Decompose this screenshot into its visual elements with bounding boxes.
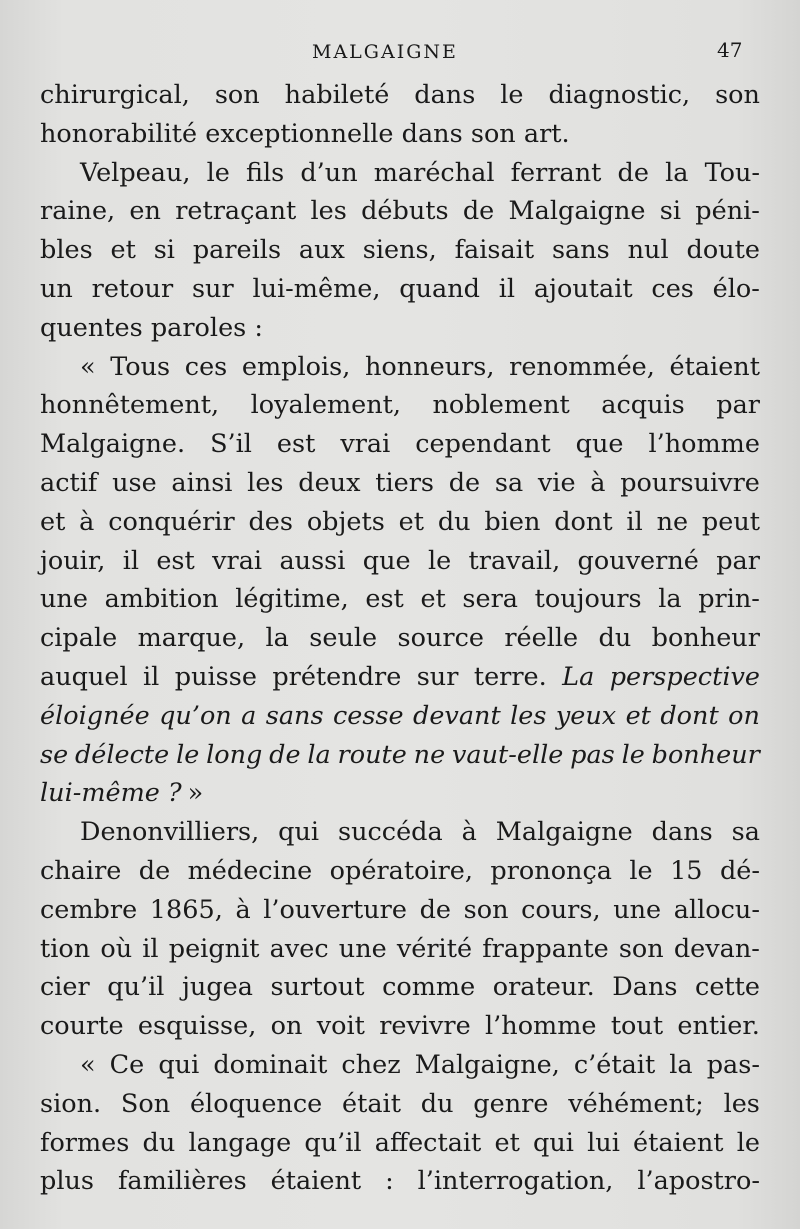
word: Tous [110, 351, 171, 382]
word: S’il [210, 429, 252, 460]
closing-quote: » [187, 778, 204, 809]
word: le [621, 739, 645, 770]
word: noblement [432, 390, 570, 421]
word: la [307, 739, 331, 770]
word: sans [551, 235, 610, 266]
word: et [494, 1127, 520, 1158]
word: cembre [40, 894, 138, 925]
word: du [437, 506, 471, 537]
word: que [362, 545, 411, 576]
word: marque, [137, 623, 246, 654]
word: paroles [150, 312, 247, 343]
body-text [40, 76, 760, 1201]
word: délecte [74, 739, 170, 770]
word: le [176, 739, 200, 770]
word: son [470, 118, 516, 149]
word: maréchal [373, 157, 495, 188]
word: bonheur [651, 739, 760, 770]
word: à [590, 467, 606, 498]
word: élo- [712, 273, 760, 304]
word: yeux [555, 700, 617, 731]
word: a [241, 700, 257, 731]
word: bien [484, 506, 541, 537]
italic-line [40, 697, 760, 736]
word: Dans [612, 972, 678, 1003]
word: Malgaigne [495, 817, 633, 848]
word: à [79, 506, 95, 537]
word: fils [245, 157, 285, 188]
word: du [598, 623, 632, 654]
word: quand [399, 273, 480, 304]
word: peignit [168, 933, 260, 964]
word: réelle [504, 623, 579, 654]
word: qu’on [159, 700, 232, 731]
word: chaire [40, 855, 122, 886]
word: son [463, 894, 509, 925]
word: sera [462, 584, 518, 615]
word: terre. [473, 661, 547, 692]
word: ferrant [510, 157, 602, 188]
word: aussi [279, 545, 346, 576]
text-line [40, 580, 760, 619]
word: lui-même, [252, 273, 381, 304]
word: la [665, 157, 689, 188]
word: cesse [332, 700, 404, 731]
word: cependant [415, 429, 551, 460]
text-line [40, 1007, 760, 1046]
word: : [385, 1166, 394, 1197]
word: source [397, 623, 484, 654]
word: faisait [454, 235, 535, 266]
word: devant [413, 700, 501, 731]
word: un [40, 273, 73, 304]
word: « [80, 351, 96, 382]
word: honnêtement, [40, 390, 220, 421]
word: Malgaigne, [414, 1049, 560, 1080]
word: dans [414, 80, 476, 110]
word: use [112, 467, 157, 498]
word: dé- [719, 855, 760, 886]
word: Malgaigne [508, 196, 646, 227]
text-line [40, 115, 760, 154]
word: poursuivre [620, 467, 760, 498]
text-line [40, 891, 760, 930]
word: les [510, 700, 547, 731]
word: de [419, 894, 451, 925]
word: peut [701, 506, 760, 537]
word: lui [587, 1127, 620, 1158]
word: sion. [40, 1088, 102, 1119]
word: nul [627, 235, 669, 266]
word: opératoire, [329, 855, 473, 886]
word: Tou- [704, 157, 760, 188]
word: est [276, 429, 316, 460]
word: conquérir [108, 506, 235, 537]
word: route [337, 739, 407, 770]
word: deux [298, 467, 361, 498]
text-line [40, 154, 760, 193]
word: il [142, 933, 159, 964]
word: 15 [670, 855, 703, 886]
word: honorabilité [40, 118, 198, 149]
word: familières [117, 1166, 247, 1197]
text-line [40, 1162, 760, 1201]
word: sur [191, 273, 234, 304]
word: plus [40, 1166, 94, 1197]
word: emplois, [241, 351, 351, 382]
word: surtout [270, 972, 365, 1003]
word: le [206, 157, 230, 188]
text-line [40, 192, 760, 231]
word: par [716, 545, 760, 576]
word: péni- [695, 196, 760, 227]
word: pareils [192, 235, 282, 266]
word: cipale [40, 623, 118, 654]
word: l’ouverture [263, 894, 407, 925]
word: devan- [673, 933, 760, 964]
word: « [80, 1049, 96, 1080]
word: l’interrogation, [417, 1166, 614, 1197]
word: pas- [706, 1049, 760, 1080]
word: l’homme [648, 429, 760, 460]
text-line [40, 1085, 760, 1124]
word: et [110, 235, 136, 266]
word: la [658, 584, 682, 615]
text-line [40, 813, 760, 852]
word: une [40, 584, 88, 615]
word: véhément; [568, 1088, 704, 1119]
word: à [461, 817, 477, 848]
word: le [736, 1127, 760, 1158]
word: esquisse, [137, 1011, 257, 1042]
word: cier [40, 972, 90, 1003]
word: sur [416, 661, 459, 692]
italic-line [40, 736, 760, 775]
word: vie [537, 467, 576, 498]
word: étaient [270, 1166, 362, 1197]
word: et [398, 506, 424, 537]
word: les [247, 467, 284, 498]
word: de [138, 855, 171, 886]
word: médecine [187, 855, 313, 886]
word: étaient [669, 351, 760, 382]
word: éloquence [189, 1088, 323, 1119]
word: ces [184, 351, 228, 382]
word: en [129, 196, 161, 227]
word: 1865, [149, 894, 223, 925]
word: tion [40, 933, 91, 964]
word: si [153, 235, 175, 266]
word: chirurgical, [40, 80, 190, 110]
word: et [625, 700, 651, 731]
word: orateur. [492, 972, 595, 1003]
word: où [100, 933, 133, 964]
word: chez [341, 1049, 401, 1080]
word: sa [494, 467, 524, 498]
word: La [562, 661, 595, 692]
word: dans [651, 817, 713, 848]
text-line [40, 348, 760, 387]
word: dont [554, 506, 613, 537]
word: diagnostic, [548, 80, 691, 110]
word: de [448, 467, 481, 498]
word: ambition [104, 584, 219, 615]
word: : [254, 312, 263, 343]
word: Son [120, 1088, 171, 1119]
word: les [723, 1088, 760, 1119]
word: qui [158, 1049, 200, 1080]
word: jugea [182, 972, 253, 1003]
word: retraçant [175, 196, 297, 227]
word: puisse [174, 661, 257, 692]
word: légitime, [235, 584, 349, 615]
word: Velpeau, [80, 157, 191, 188]
word: avec [269, 933, 329, 964]
word: ajoutait [533, 273, 633, 304]
word: langage [188, 1127, 292, 1158]
word: doute [686, 235, 760, 266]
word: de [617, 157, 649, 188]
text-line [40, 1046, 760, 1085]
word: prétendre [272, 661, 402, 692]
word: on [728, 700, 760, 731]
word: prononça [490, 855, 612, 886]
word: l’homme [485, 1011, 597, 1042]
text-line [40, 425, 760, 464]
word: retour [91, 273, 174, 304]
word: cette [695, 972, 760, 1003]
word: de [269, 739, 301, 770]
word: Ce [109, 1049, 145, 1080]
word: honneurs, [364, 351, 495, 382]
text-line [40, 270, 760, 309]
word: comme [382, 972, 476, 1003]
word: c’était [573, 1049, 656, 1080]
running-head: MALGAIGNE [312, 41, 458, 63]
word: auquel [40, 661, 128, 692]
line-italic-part: lui-même ? [40, 778, 182, 809]
word: frappante [482, 933, 609, 964]
word: gouverné [577, 545, 699, 576]
word: il [143, 661, 160, 692]
word: allocu- [673, 894, 760, 925]
word: seule [309, 623, 378, 654]
word: loyalement, [250, 390, 402, 421]
word: acquis [601, 390, 685, 421]
word: une [613, 894, 662, 925]
word: revivre [379, 1011, 471, 1042]
text-line [40, 619, 760, 658]
word: qui [533, 1127, 574, 1158]
word: des [248, 506, 293, 537]
word: jouir, [40, 545, 106, 576]
text-line [40, 852, 760, 891]
word: dominait [213, 1049, 328, 1080]
word: qu’il [304, 1127, 362, 1158]
word: sa [731, 817, 760, 848]
word: la [669, 1049, 693, 1080]
word: il [626, 506, 643, 537]
word: exceptionnelle [205, 118, 394, 149]
word: dans [401, 118, 463, 149]
word: siens, [362, 235, 437, 266]
word: si [659, 196, 682, 227]
word: voit [316, 1011, 365, 1042]
word: dont [660, 700, 719, 731]
word: perspective [609, 661, 760, 692]
word: vrai [212, 545, 263, 576]
word: est [156, 545, 195, 576]
text-line [40, 464, 760, 503]
word: l’apostro- [637, 1166, 760, 1197]
word: toujours [534, 584, 642, 615]
word: on [270, 1011, 303, 1042]
word: Malgaigne. [40, 429, 186, 460]
word: il [498, 273, 516, 304]
text-line [40, 76, 760, 115]
word: le [629, 855, 653, 886]
page-number: 47 [717, 38, 743, 62]
word: le [500, 80, 524, 110]
word: était [342, 1088, 401, 1119]
word: la [265, 623, 289, 654]
word: prin- [698, 584, 760, 615]
word: affectait [374, 1127, 482, 1158]
text-line [40, 1124, 760, 1163]
word: les [310, 196, 347, 227]
word: habileté [284, 80, 390, 110]
text-line [40, 503, 760, 542]
word: succéda [338, 817, 443, 848]
text-line [40, 231, 760, 270]
word: bles [40, 235, 93, 266]
word: est [365, 584, 404, 615]
word: entier. [677, 1011, 760, 1042]
word: qui [278, 817, 320, 848]
word: étaient [633, 1127, 724, 1158]
word: son [618, 933, 664, 964]
word: une [338, 933, 387, 964]
word: du [420, 1088, 454, 1119]
word: son [214, 80, 260, 110]
word: d’un [300, 157, 358, 188]
text-line [40, 968, 760, 1007]
word: travail, [468, 545, 561, 576]
word: genre [473, 1088, 549, 1119]
word: courte [40, 1011, 124, 1042]
word: ainsi [171, 467, 233, 498]
word: long [206, 739, 263, 770]
word: vrai [340, 429, 391, 460]
word: débuts [361, 196, 449, 227]
word: éloignée [40, 700, 150, 731]
text-line [40, 930, 760, 969]
word: ne [413, 739, 446, 770]
word: bonheur [651, 623, 760, 654]
word: il [122, 545, 139, 576]
text-line-mixed [40, 774, 760, 813]
word: pas [570, 739, 615, 770]
word: ces [651, 273, 694, 304]
word: sans [265, 700, 324, 731]
word: formes [40, 1127, 130, 1158]
word: actif [40, 467, 98, 498]
word: objets [306, 506, 385, 537]
word: quentes [40, 312, 143, 343]
word: à [235, 894, 251, 925]
word: renommée, [509, 351, 655, 382]
word: se [40, 739, 69, 770]
word: du [142, 1127, 176, 1158]
word: vaut-elle [451, 739, 564, 770]
word: art. [523, 118, 570, 149]
word: Denonvilliers, [80, 817, 260, 848]
word: tout [610, 1011, 664, 1042]
word: le [427, 545, 452, 576]
word: cours, [521, 894, 601, 925]
word: et [420, 584, 446, 615]
text-line-mixed [40, 658, 760, 697]
word: son [715, 80, 760, 110]
text-line [40, 542, 760, 581]
word: aux [298, 235, 345, 266]
word: qu’il [107, 972, 165, 1003]
word: tiers [375, 467, 434, 498]
word: de [462, 196, 495, 227]
text-line [40, 309, 760, 348]
word: que [575, 429, 624, 460]
word: raine, [40, 196, 116, 227]
text-line [40, 386, 760, 425]
word: et [40, 506, 66, 537]
word: par [716, 390, 760, 421]
word: ne [656, 506, 689, 537]
word: vérité [396, 933, 473, 964]
